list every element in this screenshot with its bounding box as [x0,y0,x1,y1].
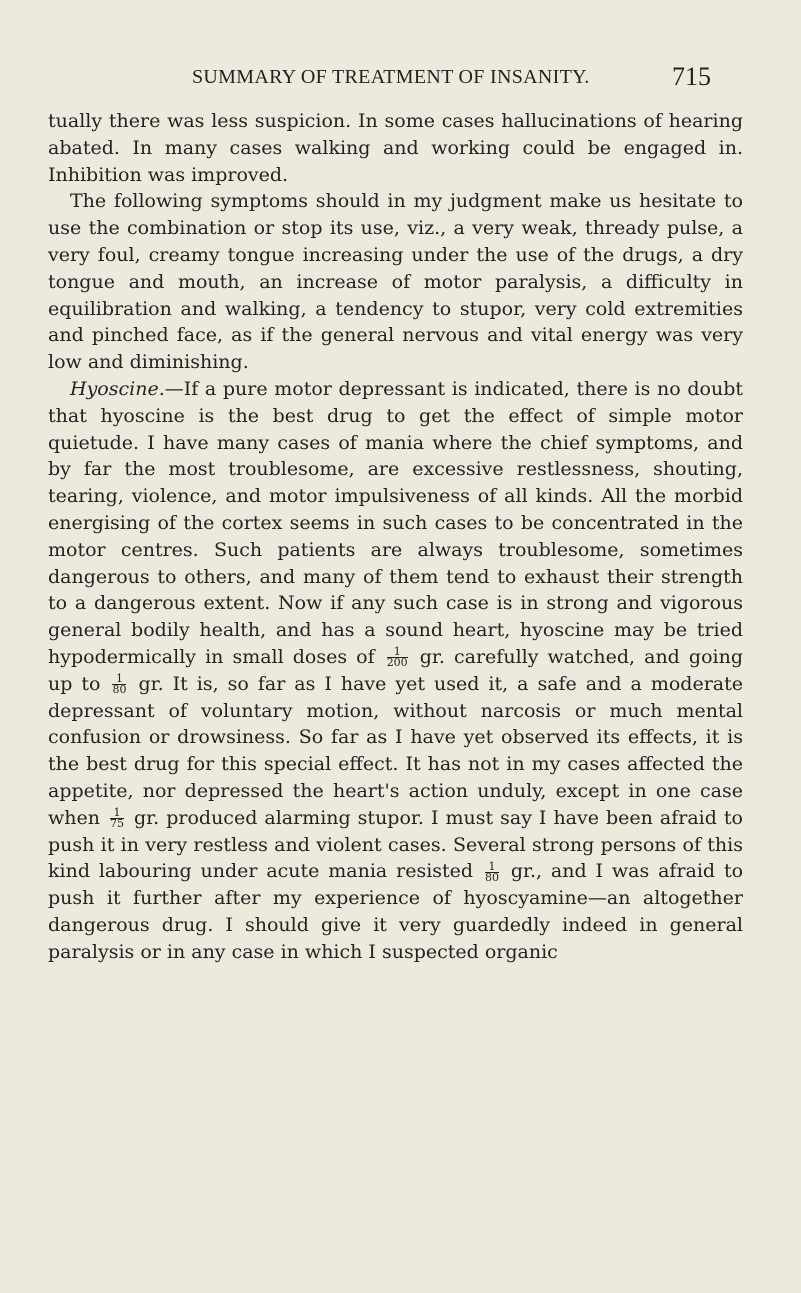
paragraph-symptoms-text: The following symptoms should in my judgment make us hesitate to use the combination or stop its use, viz., a very weak, thready pulse, a very foul, creamy tongue increasing under the use of the drugs, a dry tongue and mouth, an increase of motor paralysis, a difficulty in equilibration and walking, a tendency to stupor, very cold extremities and pinched face, as if the general nervous and vital energy was very low and diminishing. [48,190,743,374]
fraction-dose-3: $\frac{1}{75}$ [110,806,124,831]
hyoscine-text-b: gr. carefully watched, and going up to [48,645,743,695]
page-number: 715 [672,62,711,91]
fraction-dose-2: $\frac{1}{80}$ [112,672,127,697]
paragraph-continued: tually there was less suspicion. In some cases hallucinations of hearing abated. In many cases walking and working could be engaged in. Inhibition was improved. [48,110,743,186]
fraction-dose-1: $\frac{1}{200}$ [386,645,408,670]
page-body [48,108,743,966]
fraction-dose-4: $\frac{1}{80}$ [484,859,499,884]
hyoscine-text-d: gr. produced alarming stupor. I must say I have been afraid to push it in very restless and violent cases. Several strong persons of this kind labouring under acute mania resisted [48,806,743,883]
hyoscine-text-a: —If a pure motor depressant is indicated, there is no doubt that hyoscine is the best drug to get the effect of simple motor quietude. I have many cases of mania where the chief symptoms, and by far the most troublesome, are excessive restlessness, shouting, tearing, violence, and motor impulsiveness of all kinds. All the morbid energising of the cortex seems in such cases to be concentrated in the motor centres. Such patients are always troublesome, sometimes dangerous to others, and many of them tend to exhaust their strength to a dangerous extent. Now if any such case is in strong and vigorous general bodily health, and has a sound heart, hyoscine may be tried hypodermically in small doses of [48,377,743,668]
paragraph-symptoms [48,188,743,376]
paragraph-hyoscine [48,376,743,966]
hyoscine-text-c: gr. It is, so far as I have yet used it, a safe and a moderate depressant of voluntary motion, without narcosis or much mental confusion or drowsiness. So far as I have yet observed its effects, it is the best drug for this special effect. It has not in my cases affected the appetite, nor depressed the heart's action unduly, except in one case when [48,672,743,829]
running-title: SUMMARY OF TREATMENT OF INSANITY. [192,66,590,88]
section-heading-hyoscine: Hyoscine. [70,377,165,400]
hyoscine-text-e: gr., and I was afraid to push it further after my experience of hyoscyamine—an altogether dangerous drug. I should give it very guardedly indeed in general paralysis or in any case in which I suspected organic [48,860,744,963]
